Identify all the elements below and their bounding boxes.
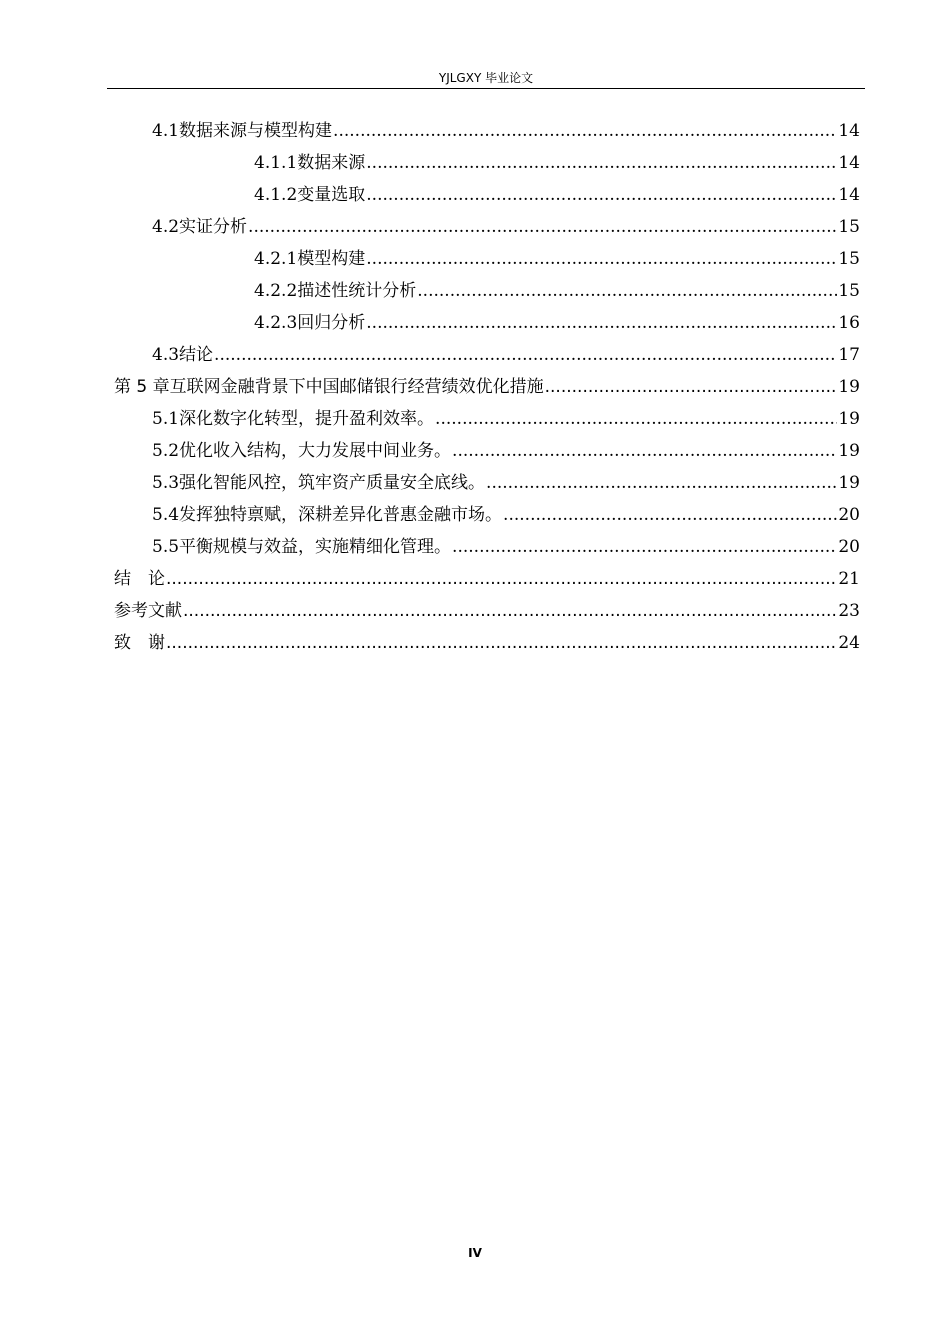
toc-leader xyxy=(366,180,837,210)
toc-title: 平衡规模与效益，实施精细化管理。 xyxy=(179,537,452,557)
toc-title: 回归分析 xyxy=(297,313,366,333)
toc-entry[interactable] xyxy=(152,212,860,242)
toc-number: 4.2.3 xyxy=(254,313,298,333)
toc-page: 14 xyxy=(838,185,860,205)
toc-entry[interactable] xyxy=(254,308,860,338)
toc-page: 19 xyxy=(838,473,860,493)
toc-page: 15 xyxy=(838,249,860,269)
toc-leader xyxy=(248,212,837,242)
toc-leader xyxy=(417,276,837,306)
toc-page: 15 xyxy=(838,217,860,237)
page-header: YJLGXY 毕业论文 xyxy=(438,71,534,85)
toc-title: 结 论 xyxy=(114,569,165,589)
toc-page: 21 xyxy=(838,569,860,589)
toc-title: 互联网金融背景下中国邮储银行经营绩效优化措施 xyxy=(169,377,544,397)
toc-leader xyxy=(545,372,838,402)
toc-leader xyxy=(366,308,837,338)
toc-page: 24 xyxy=(838,633,860,653)
toc-leader xyxy=(452,532,837,562)
toc-leader xyxy=(183,596,837,626)
toc-number: 4.1.1 xyxy=(254,153,298,173)
toc-title: 致 谢 xyxy=(114,633,165,653)
toc-leader xyxy=(435,404,837,434)
toc-number: 5.1 xyxy=(152,409,180,429)
toc-leader xyxy=(166,564,837,594)
toc-leader xyxy=(503,500,837,530)
toc-page: 15 xyxy=(838,281,860,301)
toc-title: 发挥独特禀赋，深耕差异化普惠金融市场。 xyxy=(179,505,503,525)
toc-leader xyxy=(366,244,837,274)
toc-title: 实证分析 xyxy=(179,217,248,237)
toc-title: 数据来源 xyxy=(297,153,366,173)
toc-title: 优化收入结构，大力发展中间业务。 xyxy=(179,441,452,461)
toc-chapter-entry[interactable] xyxy=(114,372,860,402)
toc-title: 深化数字化转型，提升盈利效率。 xyxy=(179,409,435,429)
toc-page: 20 xyxy=(838,537,860,557)
toc-entry[interactable] xyxy=(152,340,860,370)
toc-entry[interactable] xyxy=(152,532,860,562)
toc-title: 参考文献 xyxy=(114,601,182,621)
toc-title: 强化智能风控，筑牢资产质量安全底线。 xyxy=(179,473,486,493)
toc-entry[interactable] xyxy=(254,276,860,306)
toc-entry[interactable] xyxy=(254,244,860,274)
toc-page: 19 xyxy=(838,377,860,397)
toc-leader xyxy=(486,468,837,498)
toc-number: 5.2 xyxy=(152,441,180,461)
toc-acknowledgement-entry[interactable] xyxy=(114,628,860,658)
toc-entry[interactable] xyxy=(152,404,860,434)
toc-entry[interactable] xyxy=(152,500,860,530)
toc-number: 4.1.2 xyxy=(254,185,298,205)
toc-page: 14 xyxy=(838,121,860,141)
toc-title: 变量选取 xyxy=(297,185,366,205)
toc-entry[interactable] xyxy=(254,148,860,178)
toc-number: 5.4 xyxy=(152,505,180,525)
toc-leader xyxy=(452,436,837,466)
toc-entry[interactable] xyxy=(152,436,860,466)
toc-number: 4.2.2 xyxy=(254,281,298,301)
toc-page: 17 xyxy=(838,345,860,365)
toc-page: 16 xyxy=(838,313,860,333)
toc-page: 14 xyxy=(838,153,860,173)
toc-leader xyxy=(214,340,837,370)
toc-leader xyxy=(333,116,837,146)
page-number: IV xyxy=(468,1246,482,1260)
toc-title: 模型构建 xyxy=(297,249,366,269)
toc-number: 4.1 xyxy=(152,121,180,141)
toc-number: 5.5 xyxy=(152,537,180,557)
toc-page: 19 xyxy=(838,441,860,461)
toc-chapter-number: 第 5 章 xyxy=(114,377,170,397)
toc-leader xyxy=(366,148,837,178)
toc-number: 4.2.1 xyxy=(254,249,298,269)
toc-page: 20 xyxy=(838,505,860,525)
toc-number: 5.3 xyxy=(152,473,180,493)
toc-entry[interactable] xyxy=(152,468,860,498)
toc-references-entry[interactable] xyxy=(114,596,860,626)
toc-title: 数据来源与模型构建 xyxy=(179,121,333,141)
toc-entry[interactable] xyxy=(152,116,860,146)
toc-conclusion-entry[interactable] xyxy=(114,564,860,594)
toc-entry[interactable] xyxy=(254,180,860,210)
header-rule xyxy=(107,88,865,89)
toc-leader xyxy=(166,628,837,658)
toc-title: 结论 xyxy=(179,345,214,365)
toc-page: 23 xyxy=(838,601,860,621)
toc-page: 19 xyxy=(838,409,860,429)
toc-title: 描述性统计分析 xyxy=(297,281,417,301)
toc-number: 4.2 xyxy=(152,217,180,237)
toc-number: 4.3 xyxy=(152,345,180,365)
